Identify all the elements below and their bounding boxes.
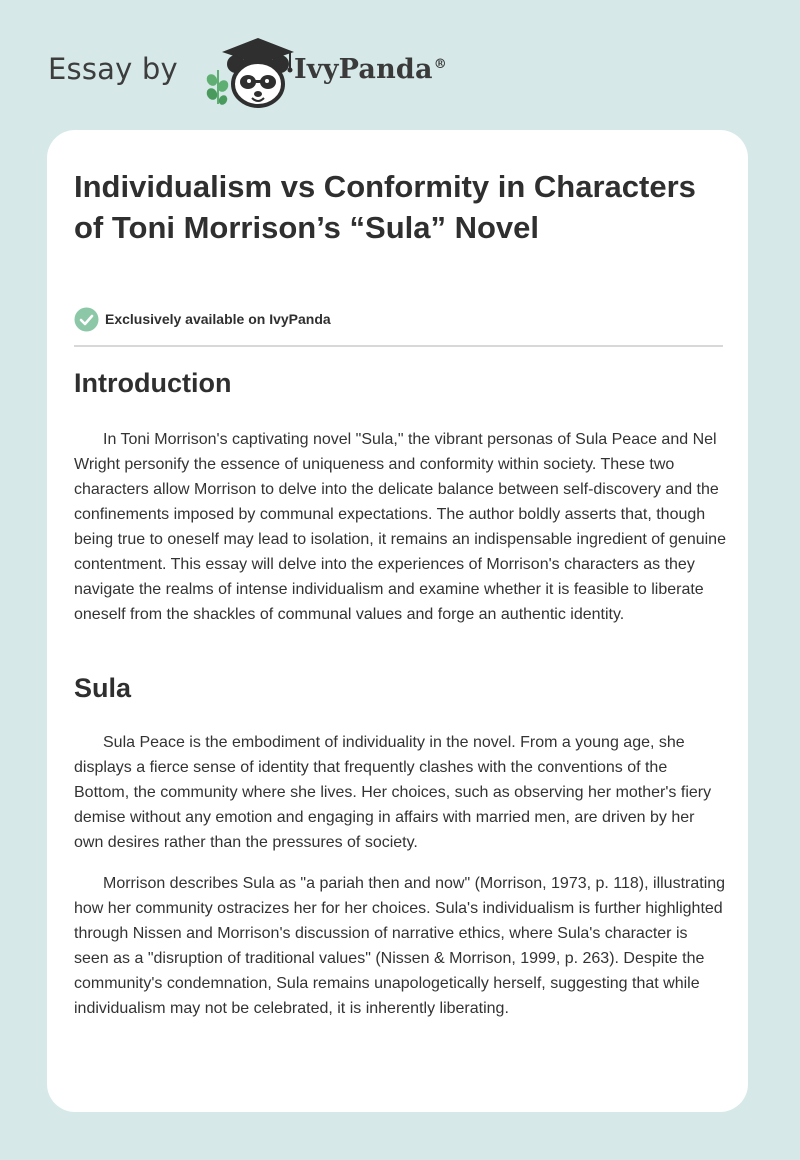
- panda-graduate-icon[interactable]: [200, 34, 300, 110]
- page-title: Individualism vs Conformity in Characters of Toni Morrison’s “Sula” Novel: [74, 169, 696, 245]
- section-heading-sula: Sula: [74, 673, 132, 703]
- essay-card: [47, 130, 748, 1112]
- check-circle-icon: [74, 307, 99, 332]
- essay-by-label: Essay by: [48, 52, 178, 86]
- exclusive-badge: [74, 306, 331, 332]
- title-divider: [74, 345, 723, 347]
- site-header: [48, 34, 508, 110]
- exclusive-badge-label: Exclusively available on IvyPanda: [105, 311, 331, 327]
- ivypanda-logo-text[interactable]: IvyPanda®: [294, 54, 447, 85]
- sula-paragraph-1: Sula Peace is the embodiment of individuality in the novel. From a young age, she displays a fierce sense of identity that frequently clashes with the conventions of the Bottom, the community where she lives. Her choices, such as observing her mother's fiery demise without any emotion and engaging in affairs with married men, are driven by her own desires rather than the pressures of society.: [74, 734, 712, 851]
- section-heading-introduction: Introduction: [74, 368, 232, 398]
- introduction-paragraph: In Toni Morrison's captivating novel "Sula," the vibrant personas of Sula Peace and Nel Wright personify the essence of uniqueness and conformity within society. These two characters allow Morrison to delve into the delicate balance between self-discovery and the confinements imposed by communal expectations. The author boldly asserts that, though being true to oneself may lead to isolation, it remains an indispensable ingredient of genuine contentment. This essay will delve into the experiences of Morrison's characters as they navigate the realms of intense individualism and examine whether it is feasible to liberate oneself from the shackles of communal values and forge an authentic identity.: [74, 431, 726, 623]
- sula-paragraph-2: Morrison describes Sula as "a pariah then and now" (Morrison, 1973, p. 118), illustrating how her community ostracizes her for her choices. Sula's individualism is further highlighted through Nissen and Morrison's discussion of narrative ethics, where Sula's character is seen as a "disruption of traditional values" (Nissen & Morrison, 1999, p. 263). Despite the community's condemnation, Sula remains unapologetically herself, suggesting that while individualism may not be celebrated, it is inherently liberating.: [74, 875, 726, 1017]
- registered-mark: ®: [433, 57, 447, 72]
